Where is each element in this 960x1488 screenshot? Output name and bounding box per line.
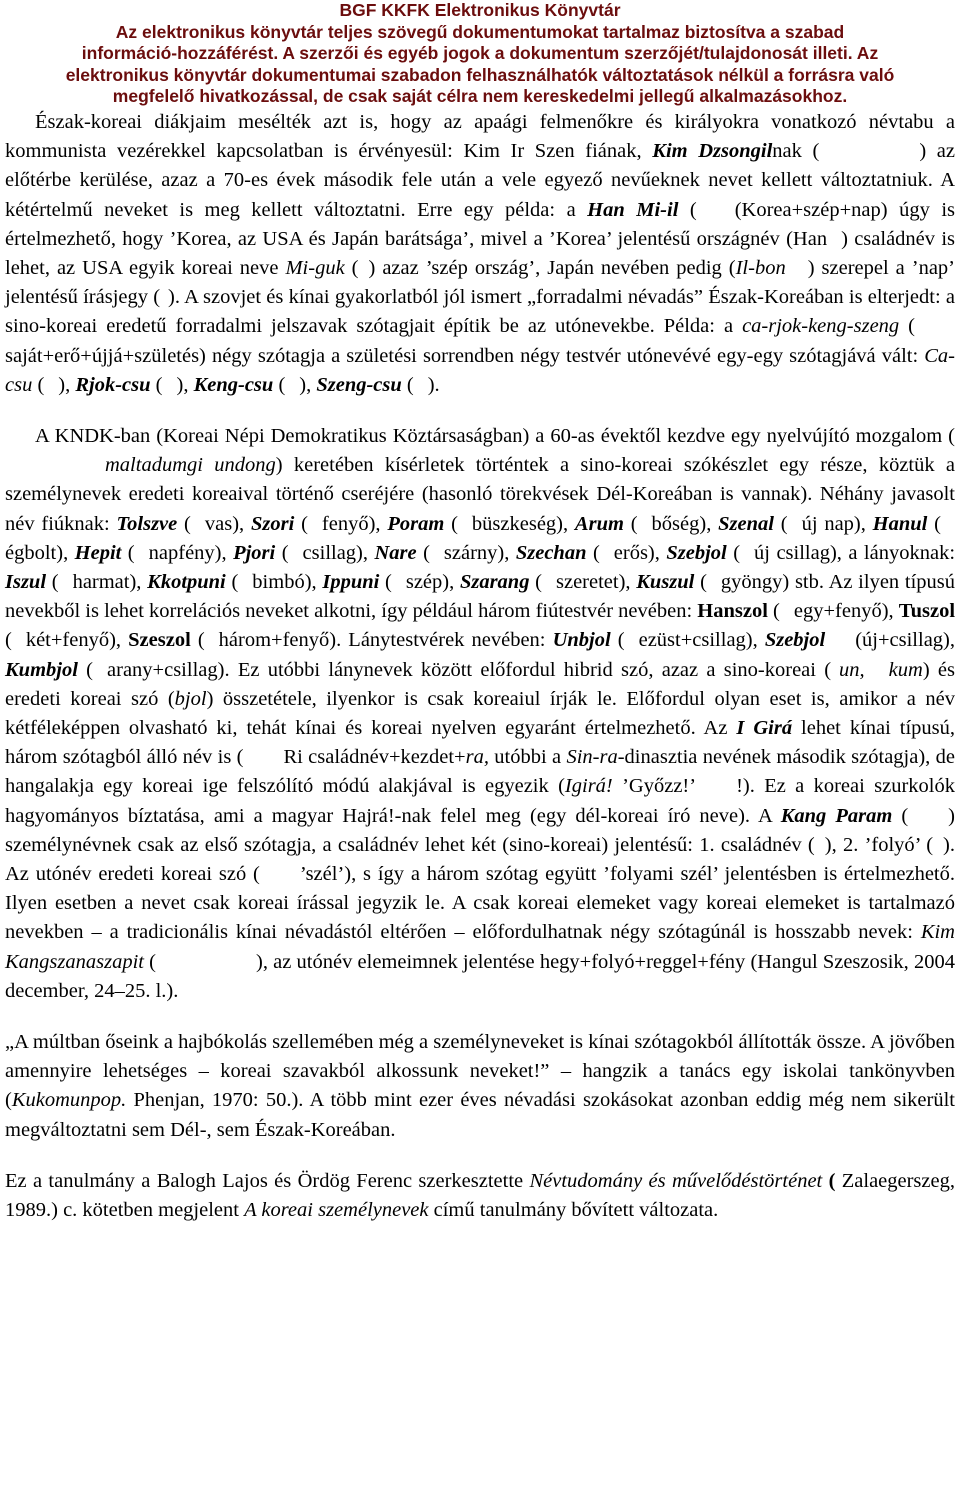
paragraph-name-taboo: Észak-koreai diákjaim mesélték azt is, hogy az apaági felmenőkre és királyokra vonatkozó névtabu a kommunista vezérekkel kapcsolatban is érvényesül: Kim Ir Szen fiának, Kim Dzsongilnak ( ) az előtérbe kerülése, azaz a 70-es évek második fele után a vele egyező nevűeknek nevet kellett változtatniuk. A kétértelmű neveket is meg kellett változtatni. Erre egy példa: a Han Mi-il ( (Korea+szép+nap) úgy is értelmezhető, hogy ’Korea, az USA és Japán barátsága’, mivel a ’Korea’ jelentésű országnév (Han ) családnév is lehet, az USA egyik koreai neve Mi-guk ( ) azaz ’szép ország’, Japán nevében pedig (Il-bon ) szerepel a ’nap’ jelentésű írásjegy ( ). A szovjet és kínai gyakorlatból jól ismert „forradalmi névadás” Észak-Koreában is elterjedt: a sino-koreai eredetű forradalmi jelszavak szótagjait építik be az utónevekbe. Példa: a ca-rjok-keng-szeng (saját+erő+újjá+születés) négy szótagja a születési sorrendben négy testvér utónevévé egy-egy szótagjává vált: Ca-csu ( ), Rjok-csu ( ), Keng-csu ( ), Szeng-csu ( ).	[5, 110, 956, 396]
header-line: elektronikus könyvtár dokumentumai szabadon felhasználhatók változtatások nélkül a forrásra való	[65, 64, 895, 85]
header-line: információ-hozzáférést. A szerzői és egyéb jogok a dokumentum szerzőjét/tulajdonosát illeti. Az	[81, 43, 879, 64]
paragraph-quote: „A múltban őseink a hajbókolás szellemében még a személyneveket is kínai szótagokból állították össze. A jövőben amennyire lehetséges – koreai szavakból alkossunk neveket!” – hangzik a tanács egy iskolai tankönyvben (Kukomunpop. Phenjan, 1970: 50.). A több mint ezer éves névadási szokásokat azonban eddig még nem sikerült megváltoztatni sem Dél-, sem Észak-Koreában.	[5, 1031, 955, 1141]
paragraph-source-note: Ez a tanulmány a Balogh Lajos és Ördög Ferenc szerkesztette Névtudomány és művelődéstörténet ( Zalaegerszeg, 1989.) c. kötetben megjelent A koreai személynevek című tanulmány bővített változata.	[5, 1169, 955, 1222]
paragraph-language-reform: A KNDK-ban (Koreai Népi Demokratikus Köztársaságban) a 60-as évektől kezdve egy nyelvújító mozgalom (maltadumgi undong) keretében kísérletek történtek a sino-koreai szókészlet egy része, köztük a személynevek eredeti koreaival történő cseréjére (hasonló törekvések Dél-Koreában is vannak). Néhány javasolt név fiúknak: Tolszve ( vas), Szori ( fenyő), Poram ( büszkeség), Arum ( bőség), Szenal ( új nap), Hanul (égbolt), Hepit ( napfény), Pjori ( csillag), Nare ( szárny), Szechan ( erős), Szebjol ( új csillag), a lányoknak: Iszul ( harmat), Kkotpuni ( bimbó), Ippuni ( szép), Szarang ( szeretet), Kuszul ( gyöngy) stb. Az ilyen típusú nevekből is lehet korrelációs neveket alkotni, így például három fiútestvér nevében: Hanszol ( egy+fenyő), Tuszol ( két+fenyő), Szeszol ( három+fenyő). Lánytestvérek nevében: Unbjol ( ezüst+csillag), Szebjol (új+csillag), Kumbjol ( arany+csillag). Ez utóbbi lánynevek között előfordul hibrid szó, azaz a sino-koreai ( un, kum) és eredeti koreai szó (bjol) összetétele, ilyenkor is csak koreaiul írják le. Előfordul olyan eset is, amikor a név kétféleképpen olvasható ki, tehát kínai és koreai nyelven egyaránt értelmezhető. Az I Girá lehet kínai típusú, három szótagból álló név is ( Ri családnév+kezdet+ra, utóbbi a Sin-ra-dinasztia nevének második szótagja), de hangalakja egy koreai ige felszólító módú alakjával is egyezik (Igirá! ’Győzz!’ !). Ez a koreai szurkolók hagyományos bíztatása, ami a magyar Hajrá!-nak felel meg (egy dél-koreai író neve). A Kang Param ( ) személynévnek csak az első szótagja, a családnév lehet két (sino-koreai) jelentésű: 1. családnév ( ), 2. ’folyó’ ( ). Az utónév eredeti koreai szó ( ’szél’), s így a három szótag együtt ’folyami szél’ jelentésben is értelmezhető. Ilyen esetben a nevet csak koreai írással jegyzik le. A csak koreai elemeket vagy koreai elemeket is tartalmazó nevekben – a tradicionális kínai névadástól eltérően – előfordulhatnak négy szótagúnál is hosszabb nevek: Kim Kangszanaszapit ( ), az utónév elemeimnek jelentése hegy+folyó+reggel+fény (Hangul Szeszosik, 2004 december, 24–25. l.).	[5, 425, 956, 1002]
library-header	[0, 0, 960, 108]
header-line: megfelelő hivatkozással, de csak saját célra nem kereskedelmi jellegű alkalmazásokhoz.	[112, 86, 848, 107]
header-line: BGF KKFK Elektronikus Könyvtár	[339, 0, 621, 20]
document-body	[0, 108, 960, 1225]
header-line: Az elektronikus könyvtár teljes szövegű dokumentumokat tartalmaz biztosítva a szabad	[115, 21, 845, 42]
